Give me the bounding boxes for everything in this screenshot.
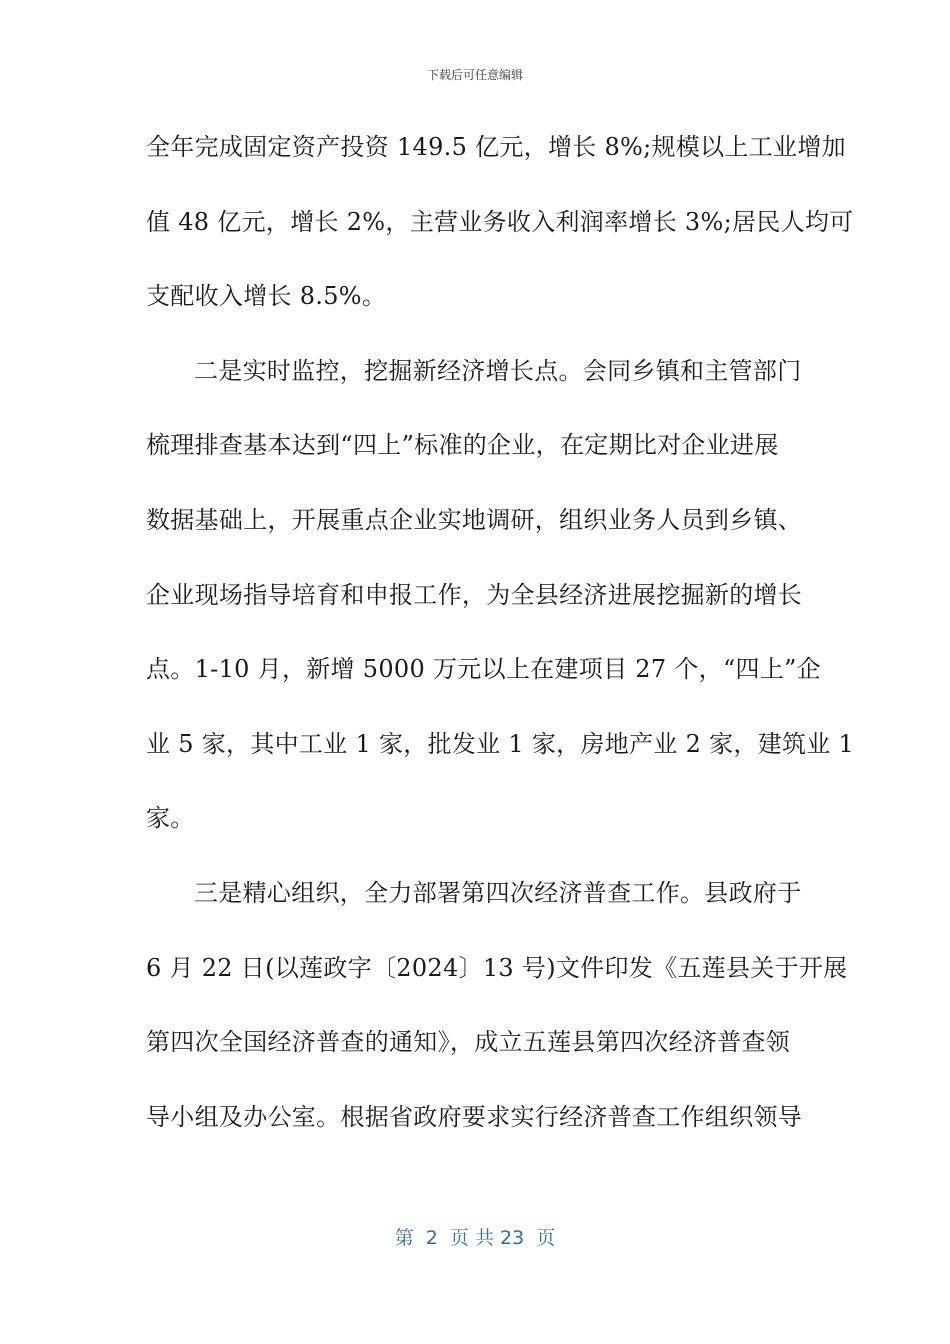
paragraph-start-line: 三是精心组织，全力部署第四次经济普查工作。县政府于 (194, 878, 802, 907)
text-line: 支配收入增长 8.5%。 (146, 282, 387, 311)
text-line: 值 48 亿元，增长 2%，主营业务收入利润率增长 3%;居民人均可 (146, 207, 854, 236)
document-body (146, 110, 855, 1154)
page-header: 下载后可任意编辑 (426, 68, 523, 82)
text-line: 家。 (146, 804, 195, 833)
text-line: 全年完成固定资产投资 149.5 亿元，增长 8%;规模以上工业增加 (146, 133, 846, 161)
paragraph-start-line: 二是实时监控，挖掘新经济增长点。会同乡镇和主管部门 (194, 356, 802, 385)
text-line: 数据基础上，开展重点企业实地调研，组织业务人员到乡镇、 (146, 505, 803, 534)
text-line: 业 5 家，其中工业 1 家，批发业 1 家，房地产业 2 家，建筑业 1 (146, 729, 855, 758)
text-line: 梳理排查基本达到“四上”标准的企业，在定期比对企业进展 (146, 431, 779, 460)
text-line: 导小组及办公室。根据省政府要求实行经济普查工作组织领导 (146, 1102, 803, 1131)
text-line: 第四次全国经济普查的通知》，成立五莲县第四次经济普查领 (146, 1028, 791, 1057)
text-line: 6 月 22 日(以莲政字〔2024〕13 号)文件印发《五莲县关于开展 (146, 953, 848, 982)
text-line: 点。1-10 月，新增 5000 万元以上在建项目 27 个，“四上”企 (146, 655, 822, 684)
page-number-footer: 第 2 页 共 23 页 (394, 1227, 556, 1249)
text-line: 企业现场指导培育和申报工作，为全县经济进展挖掘新的增长 (146, 580, 803, 609)
